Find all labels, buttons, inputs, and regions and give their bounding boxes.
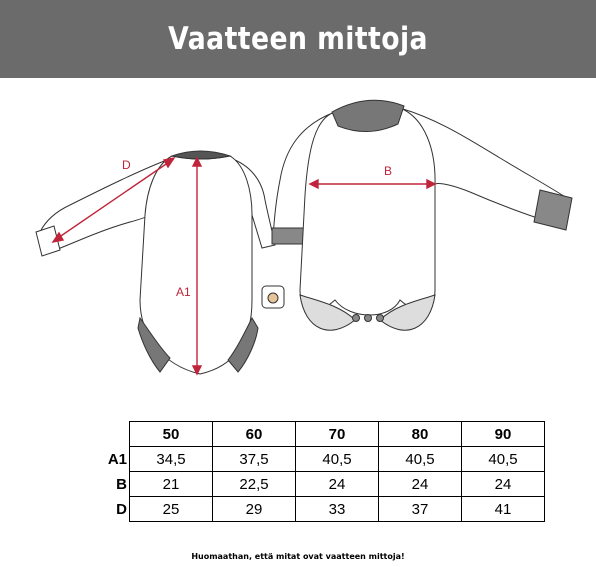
table-row: [100, 497, 545, 522]
table-cell: 24: [379, 472, 462, 497]
table-cell: 24: [462, 472, 545, 497]
table-cell: 40,5: [462, 447, 545, 472]
table-corner: [100, 422, 130, 447]
size-column-header: 50: [130, 422, 213, 447]
table-cell: 40,5: [296, 447, 379, 472]
table-row: [100, 472, 545, 497]
table-cell: 34,5: [130, 447, 213, 472]
size-column-header: 70: [296, 422, 379, 447]
bodysuit-back-drawing: [36, 151, 284, 374]
garment-illustration: [0, 88, 596, 388]
table-cell: 25: [130, 497, 213, 522]
table-cell: 24: [296, 472, 379, 497]
table-header-row: [100, 422, 545, 447]
size-column-header: 60: [213, 422, 296, 447]
table-cell: 29: [213, 497, 296, 522]
table-cell: 33: [296, 497, 379, 522]
bodysuit-front-drawing: [272, 100, 572, 330]
table-cell: 37,5: [213, 447, 296, 472]
table-cell: 41: [462, 497, 545, 522]
label-d: D: [122, 158, 131, 172]
table-cell: 40,5: [379, 447, 462, 472]
size-column-header: 90: [462, 422, 545, 447]
title-banner: [0, 0, 596, 78]
label-a1: A1: [176, 285, 191, 299]
table-cell: 37: [379, 497, 462, 522]
table-row: [100, 447, 545, 472]
size-table: [100, 421, 545, 522]
row-label: B: [116, 475, 127, 493]
row-label: A1: [107, 450, 127, 468]
page-title: Vaatteen mittoja: [168, 21, 428, 57]
table-cell: 21: [130, 472, 213, 497]
table-cell: 22,5: [213, 472, 296, 497]
footer-note: Huomaathan, että mitat ovat vaatteen mittoja!: [191, 552, 405, 561]
label-b: B: [384, 164, 393, 178]
size-column-header: 80: [379, 422, 462, 447]
row-label: D: [116, 500, 127, 518]
